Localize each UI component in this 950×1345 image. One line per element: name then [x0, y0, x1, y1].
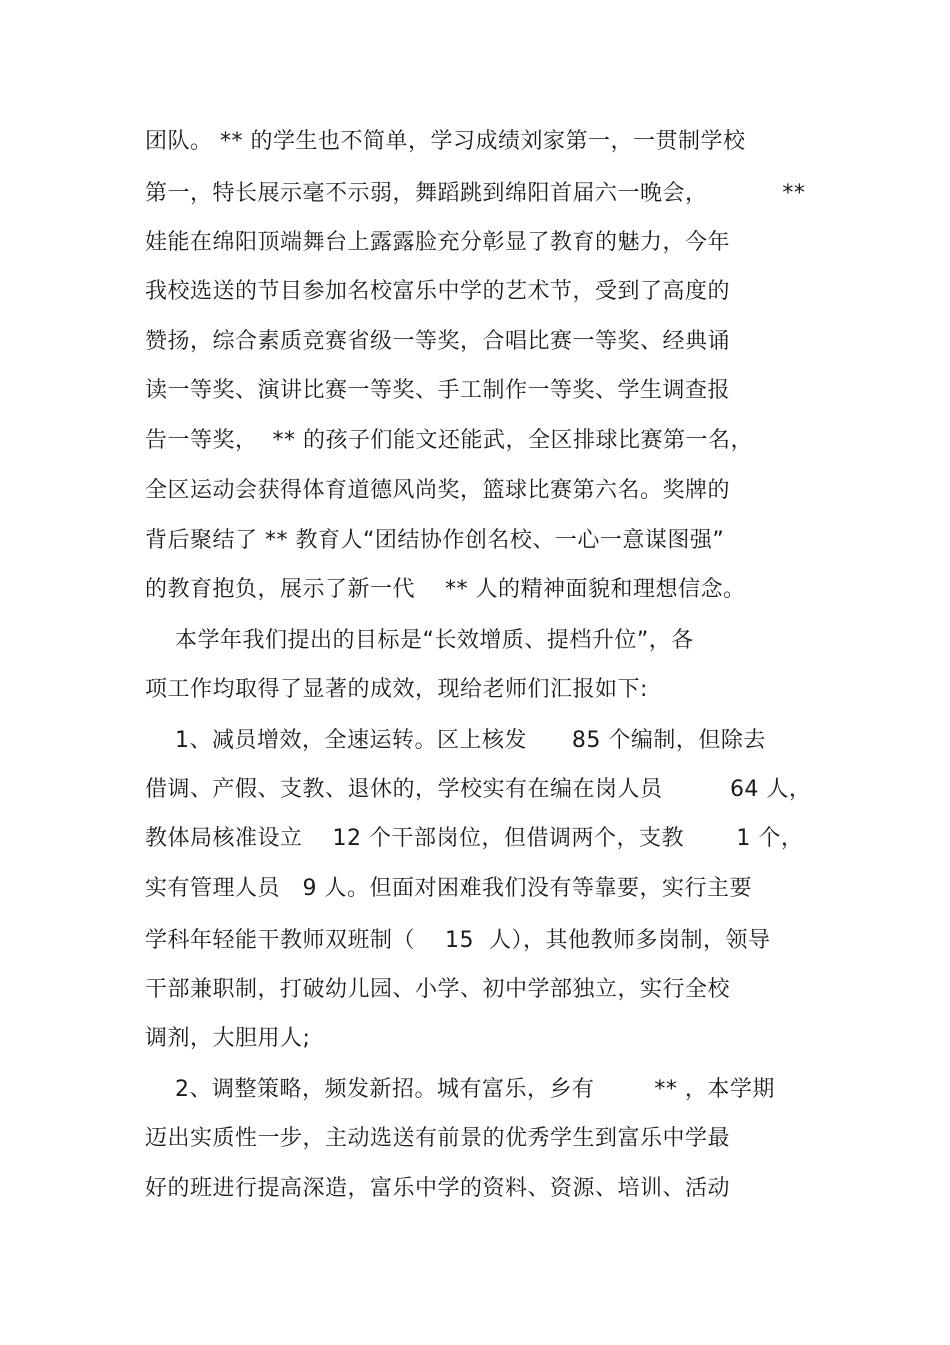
text-line: 读一等奖、演讲比赛一等奖、手工制作一等奖、学生调查报	[145, 378, 731, 403]
text-line: 项工作均取得了显著的成效，现给老师们汇报如下:	[145, 677, 648, 702]
paragraph-start-line: 本学年我们提出的目标是“长效增质、提档升位”，各	[145, 628, 694, 653]
text-line: 赞扬，综合素质竞赛省级一等奖，合唱比赛一等奖、经典诵	[145, 329, 731, 354]
text-line: 的教育抱负，展示了新一代 ** 人的精神面貌和理想信念。	[145, 577, 746, 602]
text-line: 团队。 ** 的学生也不简单，学习成绩刘家第一，一贯制学校	[145, 129, 746, 154]
text-line: 学科年轻能干教师双班制（ 15 人），其他教师多岗制，领导	[145, 928, 771, 953]
text-line: 教体局核准设立 12 个干部岗位，但借调两个，支教 1 个，	[145, 826, 804, 851]
text-line: 干部兼职制，打破幼儿园、小学、初中学部独立，实行全校	[145, 977, 731, 1002]
text-line: 背后聚结了 ** 教育人“团结协作创名校、一心一意谋图强”	[145, 528, 725, 553]
text-line: 实有管理人员 9 人。但面对困难我们没有等靠要，实行主要	[145, 876, 752, 901]
paragraph-start-line: 2、调整策略，频发新招。城有富乐，乡有 ** ，本学期	[145, 1077, 775, 1102]
text-line: 迈出实质性一步，主动选送有前景的优秀学生到富乐中学最	[145, 1126, 731, 1151]
text-line: 借调、产假、支教、退休的，学校实有在编在岗人员 64 人，	[145, 777, 812, 802]
text-line: 第一，特长展示毫不示弱，舞蹈跳到绵阳首届六一晚会， **	[145, 181, 806, 206]
text-line: 我校选送的节目参加名校富乐中学的艺术节，受到了高度的	[145, 279, 731, 304]
text-line: 娃能在绵阳顶端舞台上露露脸充分彰显了教育的魅力，今年	[145, 230, 731, 255]
text-line: 全区运动会获得体育道德风尚奖，篮球比赛第六名。奖牌的	[145, 478, 731, 503]
paragraph-start-line: 1、减员增效，全速运转。区上核发 85 个编制，但除去	[145, 728, 766, 753]
text-line: 告一等奖， ** 的孩子们能文还能武，全区排球比赛第一名，	[145, 428, 753, 453]
text-line: 好的班进行提高深造，富乐中学的资料、资源、培训、活动	[145, 1176, 731, 1201]
text-line: 调剂，大胆用人;	[145, 1026, 311, 1051]
